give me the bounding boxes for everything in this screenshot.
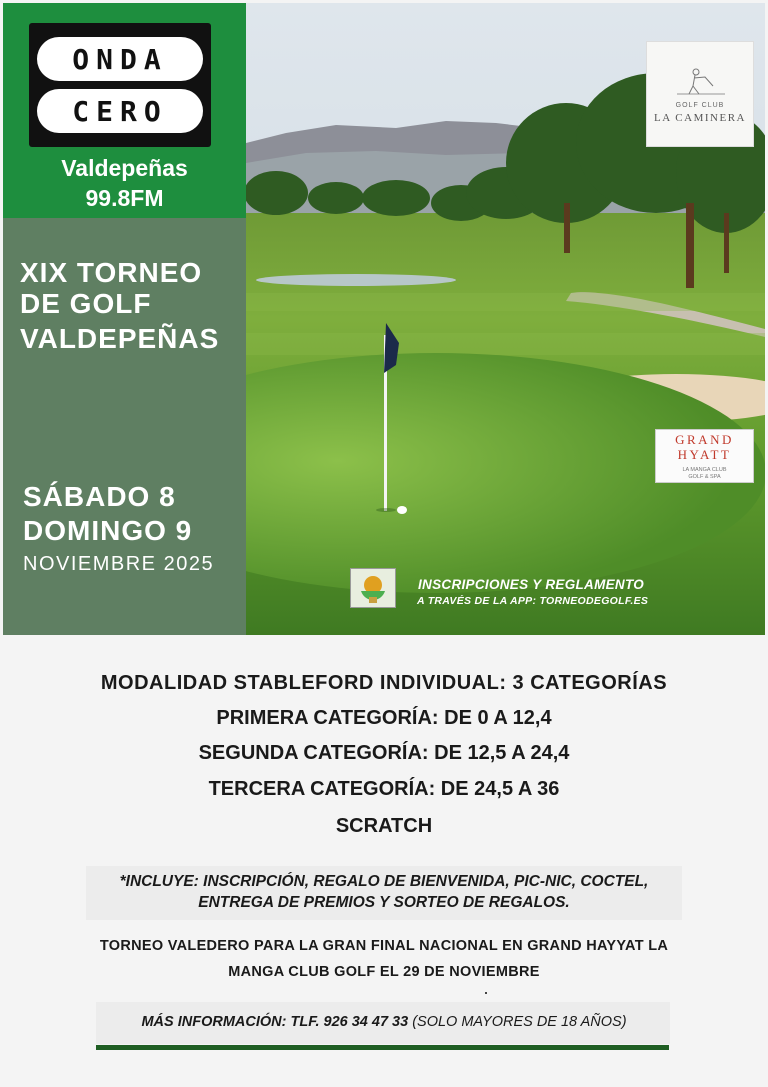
- event-title-line-2: DE GOLF: [20, 288, 152, 319]
- category-first: PRIMERA CATEGORÍA: DE 0 A 12,4: [216, 707, 552, 729]
- category-third: TERCERA CATEGORÍA: DE 24,5 A 36: [208, 778, 560, 800]
- final-qualifier-line-1: TORNEO VALEDERO PARA LA GRAN FINAL NACIONAL EN GRAND HAYYAT LA: [99, 938, 669, 954]
- hyatt-subtitle: LA MANGA CLUB GOLF & SPA: [682, 467, 727, 480]
- station-city: Valdepeñas: [61, 155, 188, 181]
- contact-line: [0, 1014, 768, 1030]
- event-title-line-1: XIX TORNEO: [20, 257, 203, 288]
- grand-hyatt-logo: [655, 429, 754, 483]
- hyatt-word-hyatt: HYATT: [677, 447, 732, 462]
- station-frequency: 99.8FM: [85, 185, 164, 211]
- category-scratch: SCRATCH: [335, 815, 433, 837]
- includes-line-2: ENTREGA DE PREMIOS Y SORTEO DE REGALOS.: [198, 894, 570, 911]
- final-qualifier-line-2: MANGA CLUB GOLF EL 29 DE NOVIEMBRE: [228, 964, 540, 980]
- event-date-month-year: NOVIEMBRE 2025: [23, 553, 215, 575]
- stray-dot: [485, 992, 487, 994]
- club-label-small: GOLF CLUB: [675, 102, 725, 109]
- event-date-saturday: SÁBADO 8: [23, 481, 176, 512]
- contact-age-note: (SOLO MAYORES DE 18 AÑOS): [408, 1014, 627, 1030]
- golfer-icon: [647, 42, 753, 100]
- onda-cero-logo: [29, 23, 211, 147]
- poster-header: [3, 3, 765, 635]
- golf-club-la-caminera-logo: [646, 41, 754, 147]
- category-second: SEGUNDA CATEGORÍA: DE 12,5 A 24,4: [198, 742, 570, 764]
- registration-app-text: A TRAVÉS DE LA APP: TORNEODEGOLF.ES: [417, 595, 649, 607]
- event-title-line-3: VALDEPEÑAS: [20, 323, 220, 354]
- left-info-panel: [3, 3, 246, 635]
- event-date-sunday: DOMINGO 9: [23, 515, 193, 546]
- bottom-green-rule: [96, 1045, 669, 1050]
- torneo-golf-app-icon: [350, 568, 396, 608]
- club-label-name: LA CAMINERA: [654, 112, 746, 124]
- logo-word-onda: ONDA: [72, 42, 168, 76]
- modality-line: MODALIDAD STABLEFORD INDIVIDUAL: 3 CATEGORÍAS: [100, 672, 668, 694]
- contact-phone: MÁS INFORMACIÓN: TLF. 926 34 47 33: [141, 1014, 409, 1030]
- logo-word-cero: CERO: [72, 94, 168, 128]
- hyatt-word-grand: GRAND: [675, 432, 734, 447]
- registration-heading: INSCRIPCIONES Y REGLAMENTO: [418, 577, 645, 592]
- includes-line-1: *INCLUYE: INSCRIPCIÓN, REGALO DE BIENVENIDA, PIC-NIC, COCTEL,: [119, 873, 649, 890]
